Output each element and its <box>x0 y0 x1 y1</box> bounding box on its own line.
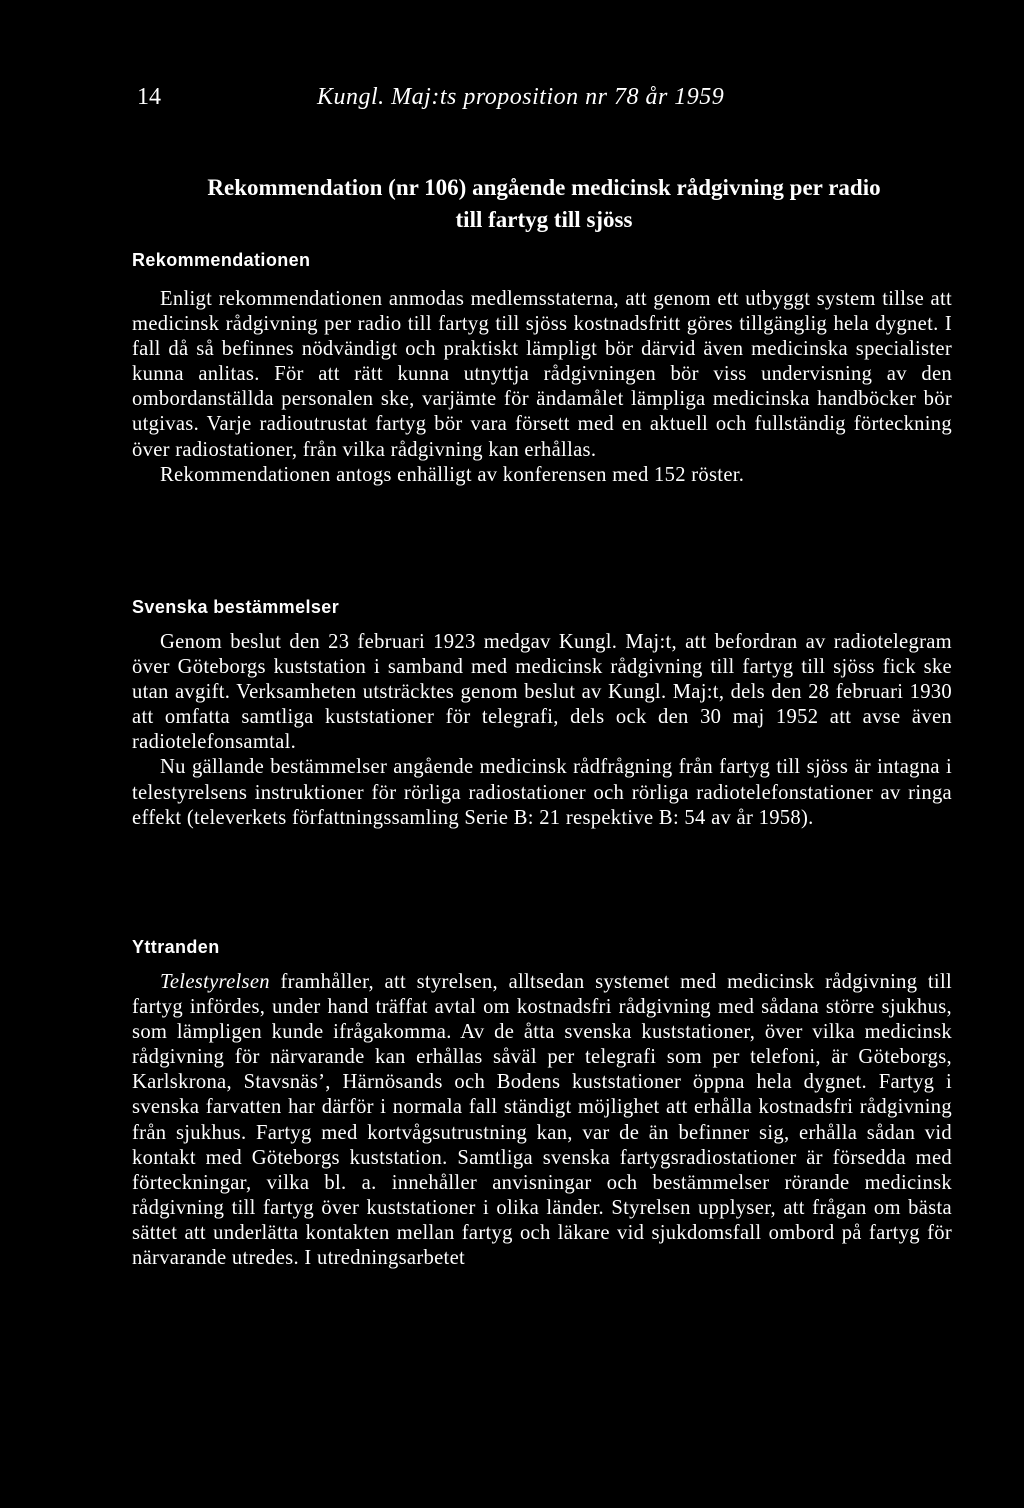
title-line-1: Rekommendation (nr 106) angående medicinsk rådgivning per radio <box>207 175 881 200</box>
paragraph: Nu gällande bestämmelser angående medicinsk rådfrågning från fartyg till sjöss är intagna i telestyrelsens instruktioner för rörliga radiostationer och rörliga radiotelefonstationer av ringa effekt (televerkets författningssamling Serie B: 21 respektive B: 54 av år 1958). <box>132 756 952 829</box>
section-heading-rekommendationen: Rekommendationen <box>132 250 311 270</box>
paragraph <box>132 970 952 1271</box>
title-line-2: till fartyg till sjöss <box>455 207 633 232</box>
section-heading-svenska-bestammelser: Svenska bestämmelser <box>132 597 340 617</box>
italic-lead-telestyrelsen: Telestyrelsen <box>160 971 270 993</box>
section-body-svenska-bestammelser <box>132 630 952 831</box>
section-heading-yttranden: Yttranden <box>132 937 220 957</box>
section-body-yttranden <box>132 970 952 1271</box>
document-title <box>120 172 968 236</box>
page-number: 14 <box>137 84 161 110</box>
paragraph: Genom beslut den 23 februari 1923 medgav Kungl. Maj:t, att befordran av radiotelegram över Göteborgs kuststation i samband med medicinsk rådgivning till fartyg till sjöss fick ske utan avgift. Verksamheten utsträcktes genom beslut av Kungl. Maj:t, dels den 28 februari 1930 att omfatta samtliga kuststationer för telegrafi, dels ock den 30 maj 1952 att avse även radiotelefonsamtal. <box>132 631 952 754</box>
paragraph: Enligt rekommendationen anmodas medlemsstaterna, att genom ett utbyggt system tillse att medicinsk rådgivning per radio till fartyg till sjöss kostnadsfritt göres tillgänglig hela dygnet. I fall då så befinnes nödvändigt och praktiskt lämpligt bör därvid även medicinska specialister kunna anlitas. För att rätt kunna utnyttja rådgivningen bör viss undervisning av den ombordanställda personalen ske, varjämte för ändamålet lämpliga medicinska handböcker bör utgivas. Varje radioutrustat fartyg bör vara försett med en aktuell och fullständig förteckning över radiostationer, från vilka rådgivning kan erhållas. <box>132 288 952 461</box>
section-body-rekommendationen <box>132 287 952 488</box>
paragraph-text: framhåller, att styrelsen, alltsedan systemet med medicinsk rådgivning till fartyg infördes, under hand träffat avtal om kostnadsfri rådgivning med sådana större sjukhus, som lämpligen kunde ifrågakomma. Av de åtta svenska kuststationer, över vilka medicinsk rådgivning för närvarande kan erhållas såväl per telegrafi som per telefoni, är Göteborgs, Karlskrona, Stavsnäs’, Härnösands och Bodens kuststationer öppna hela dygnet. Fartyg i svenska farvatten har därför i normala fall ständigt möjlighet att erhålla kostnadsfri rådgivning från sjukhus. Fartyg med kortvågsutrustning kan, var de än befinner sig, erhålla sådan vid kontakt med Göteborgs kuststation. Samtliga svenska fartygsradiostationer är försedda med förteckningar, vilka bl. a. innehåller anvisningar och bestämmelser rörande medicinsk rådgivning till fartyg över kuststationer i olika länder. Styrelsen upplyser, att frågan om bästa sättet att underlätta kontakten mellan fartyg och läkare vid sjukdomsfall ombord på fartyg för närvarande utredes. I utredningsarbetet <box>132 971 952 1270</box>
running-header <box>137 84 949 118</box>
running-title: Kungl. Maj:ts proposition nr 78 år 1959 <box>317 84 725 110</box>
paragraph: Rekommendationen antogs enhälligt av konferensen med 152 röster. <box>160 463 745 486</box>
